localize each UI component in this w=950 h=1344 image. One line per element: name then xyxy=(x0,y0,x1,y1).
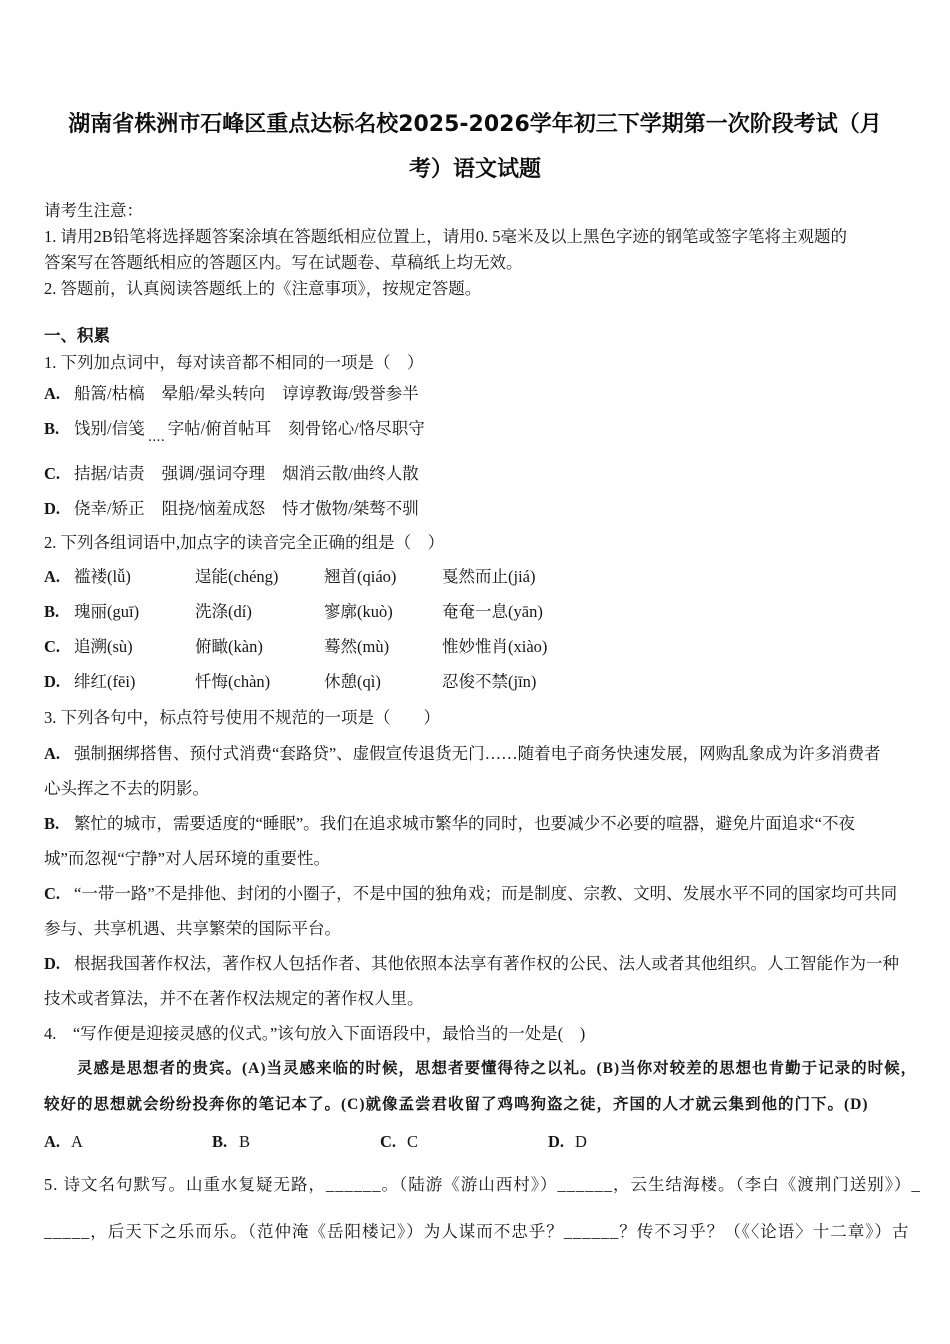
section-heading-accumulation: 一、积累 xyxy=(44,326,110,345)
q1-option-d-group-2: 阻挠/恼羞成怒 xyxy=(161,499,266,518)
q1-option-d-group-3: 恃才傲物/桀骜不驯 xyxy=(282,499,419,518)
q3-option-b-line-1 xyxy=(44,806,906,841)
q4-passage-line-1: 灵感是思想者的贵宾。(A)当灵感来临的时候，思想者要懂得待之以礼。(B)当你对较差的思想也肯勤于记录的时候， xyxy=(77,1060,918,1077)
question-1 xyxy=(44,349,906,526)
q3-option-b-label: B. xyxy=(44,814,60,833)
q4-option-c-value: C xyxy=(407,1132,419,1151)
q1-option-d-group-1: 侥幸/矫正 xyxy=(74,499,145,518)
q4-option-a-label: A. xyxy=(44,1132,61,1151)
q4-option-c xyxy=(380,1123,548,1161)
q2-option-d-word-2: 忏悔(chàn) xyxy=(195,672,271,691)
q2-option-a-word-2: 逞能(chéng) xyxy=(195,567,279,586)
page-title-line-1: 湖南省株洲市石峰区重点达标名校2025-2026学年初三下学期第一次阶段考试（月 xyxy=(68,112,882,137)
q4-option-a-value: A xyxy=(71,1132,83,1151)
q2-option-a-label: A. xyxy=(44,567,61,586)
page-title-line-2: 考）语文试题 xyxy=(408,157,541,182)
q1-option-c xyxy=(44,456,906,491)
q1-option-a-label: A. xyxy=(44,384,61,403)
q2-option-a-word-1: 褴褛(lǚ) xyxy=(74,567,131,586)
q2-option-b-word-4: 奄奄一息(yān) xyxy=(442,602,543,621)
q3-option-a-line-1 xyxy=(44,736,906,771)
page-title xyxy=(44,102,906,192)
q4-option-d xyxy=(548,1123,587,1161)
q1-option-b-label: B. xyxy=(44,419,60,438)
q2-option-b xyxy=(44,594,906,629)
q2-stem: 2. 下列各组词语中,加点字的读音完全正确的组是（ ） xyxy=(44,533,445,552)
q2-option-a xyxy=(44,559,906,594)
q1-option-a-group-3: 谆谆教诲/毁誉参半 xyxy=(282,384,419,403)
q4-passage-line-2: 较好的思想就会纷纷投奔你的笔记本了。(C)就像孟尝君收留了鸡鸣狗盗之徒，齐国的人才就云集到他的门下。(D) xyxy=(44,1096,869,1113)
q4-option-d-label: D. xyxy=(548,1132,565,1151)
q3-option-b-text-1: 繁忙的城市，需要适度的“睡眠”。我们在追求城市繁华的同时，也要减少不必要的喧器，避免片面追求“不夜 xyxy=(74,814,855,833)
q5-line-1: 5. 诗文名句默写。山重水复疑无路，______。（陆游《游山西村》）______，云生结海楼。（李白《渡荆门送别》）_ xyxy=(44,1175,921,1194)
question-3 xyxy=(44,699,906,1016)
q2-option-b-label: B. xyxy=(44,602,60,621)
q2-option-a-word-3: 翘首(qiáo) xyxy=(324,567,397,586)
q1-option-d-label: D. xyxy=(44,499,61,518)
q2-option-b-word-3: 寥廓(kuò) xyxy=(324,602,393,621)
q1-option-a-group-1: 船篙/枯槁 xyxy=(74,384,145,403)
q3-option-a-line-2: 心头挥之不去的阴影。 xyxy=(44,779,209,798)
q2-option-b-word-2: 洗涤(dí) xyxy=(195,602,252,621)
q1-option-d xyxy=(44,491,906,526)
notice-item-1-line-1: 1. 请用2B铅笔将选择题答案涂填在答题纸相应位置上，请用0. 5毫米及以上黑色字迹的钢笔或签字笔将主观题的 xyxy=(44,227,848,246)
q1-option-a-group-2: 晕船/晕头转向 xyxy=(161,384,266,403)
q3-option-d-line-1 xyxy=(44,946,906,981)
q2-option-c-word-1: 追溯(sù) xyxy=(74,637,133,656)
q1-option-b-group-1: 饯别/信笺 xyxy=(74,419,145,438)
q4-stem: 4. “写作便是迎接灵感的仪式。”该句放入下面语段中，最恰当的一处是( ) xyxy=(44,1024,586,1043)
q4-option-a xyxy=(44,1123,212,1161)
q3-option-d-text-1: 根据我国著作权法，著作权人包括作者、其他依照本法享有著作权的公民、法人或者其他组织。人工智能作为一种 xyxy=(74,954,899,973)
q4-options-row xyxy=(44,1123,906,1161)
q3-option-c-label: C. xyxy=(44,884,61,903)
q4-option-b xyxy=(212,1123,380,1161)
q4-option-c-label: C. xyxy=(380,1132,397,1151)
q2-option-d-label: D. xyxy=(44,672,61,691)
q1-option-c-label: C. xyxy=(44,464,61,483)
q3-option-c-line-2: 参与、共享机遇、共享繁荣的国际平台。 xyxy=(44,919,341,938)
question-2 xyxy=(44,526,906,699)
q3-option-a-label: A. xyxy=(44,744,61,763)
candidate-notice xyxy=(44,198,906,302)
q2-option-b-word-1: 瑰丽(guī) xyxy=(74,602,140,621)
q1-option-b-group-3: 刻骨铭心/恪尽职守 xyxy=(288,419,425,438)
q2-option-c-word-3: 蓦然(mù) xyxy=(324,637,390,656)
q1-option-b-group-2: 字帖/俯首帖耳 xyxy=(167,419,272,438)
q2-option-d-word-3: 休憩(qì) xyxy=(324,672,381,691)
q1-option-b xyxy=(44,411,906,456)
q2-option-c-word-4: 惟妙惟肖(xiào) xyxy=(442,637,548,656)
q4-option-b-label: B. xyxy=(212,1132,228,1151)
q2-option-c xyxy=(44,629,906,664)
q3-option-c-line-1 xyxy=(44,876,906,911)
q2-option-d-word-4: 忍俊不禁(jīn) xyxy=(442,672,537,691)
emphasis-dots: .... xyxy=(148,432,166,444)
q2-option-c-label: C. xyxy=(44,637,61,656)
notice-item-2: 2. 答题前，认真阅读答题纸上的《注意事项》，按规定答题。 xyxy=(44,279,482,298)
q2-option-a-word-4: 戛然而止(jiá) xyxy=(442,567,536,586)
q4-option-b-value: B xyxy=(239,1132,251,1151)
q1-option-a xyxy=(44,376,906,411)
q2-option-d-word-1: 绯红(fēi) xyxy=(74,672,136,691)
notice-item-1-line-2: 答案写在答题纸相应的答题区内。写在试题卷、草稿纸上均无效。 xyxy=(44,253,523,272)
q5-line-2: _____，后天下之乐而乐。（范仲淹《岳阳楼记》）为人谋而不忠乎？______？传不习乎？（《〈论语〉十二章》）古 xyxy=(44,1222,910,1241)
q1-stem: 1. 下列加点词中，每对读音都不相同的一项是（ ） xyxy=(44,353,424,372)
q1-option-c-group-2: 强调/强词夺理 xyxy=(161,464,266,483)
q3-option-c-text-1: “一带一路”不是排他、封闭的小圈子，不是中国的独角戏；而是制度、宗教、文明、发展水平不同的国家均可共同 xyxy=(74,884,898,903)
q3-option-d-line-2: 技术或者算法，并不在著作权法规定的著作权人里。 xyxy=(44,989,424,1008)
q3-option-b-line-2: 城”而忽视“宁静”对人居环境的重要性。 xyxy=(44,849,330,868)
question-5 xyxy=(44,1161,921,1255)
question-4 xyxy=(44,1016,918,1161)
q4-option-d-value: D xyxy=(575,1132,587,1151)
q3-stem: 3. 下列各句中，标点符号使用不规范的一项是（ ） xyxy=(44,708,440,727)
q1-option-c-group-1: 拮据/诘责 xyxy=(74,464,145,483)
q2-option-c-word-2: 俯瞰(kàn) xyxy=(195,637,263,656)
q2-option-d xyxy=(44,664,906,699)
q3-option-d-label: D. xyxy=(44,954,61,973)
notice-heading: 请考生注意： xyxy=(44,201,143,220)
q3-option-a-text-1: 强制捆绑搭售、预付式消费“套路贷”、虚假宣传退货无门……随着电子商务快速发展，网购乱象成为许多消费者 xyxy=(74,744,881,763)
q1-option-c-group-3: 烟消云散/曲终人散 xyxy=(282,464,419,483)
